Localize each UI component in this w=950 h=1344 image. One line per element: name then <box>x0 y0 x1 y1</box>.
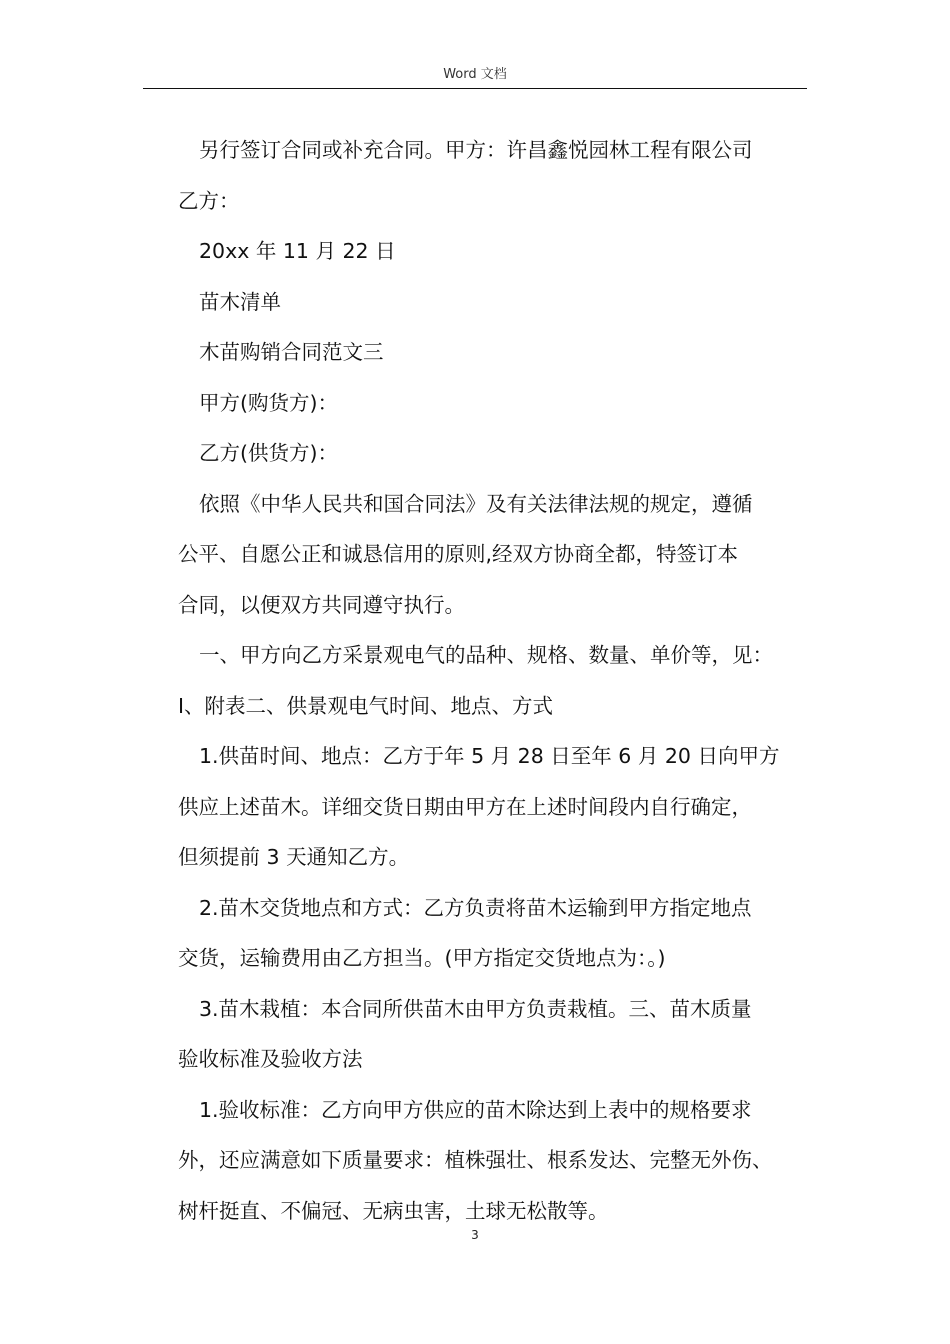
page-number: 3 <box>471 1228 479 1242</box>
text-line: 供应上述苗木。详细交货日期由甲方在上述时间段内自行确定， <box>178 794 752 819</box>
text-line: 验收标准及验收方法 <box>178 1047 363 1071</box>
text-line: 一、甲方向乙方采景观电气的品种、规格、数量、单价等，见： <box>199 643 773 667</box>
text-line: 合同，以便双方共同遵守执行。 <box>178 592 465 617</box>
text-line: 但须提前 3 天通知乙方。 <box>178 845 410 869</box>
text-line: 另行签订合同或补充合同。甲方：许昌鑫悦园林工程有限公司 <box>199 138 753 162</box>
text-line: 外，还应满意如下质量要求：植株强壮、根系发达、完整无外伤、 <box>178 1148 773 1172</box>
text-line: 3.苗木栽植：本合同所供苗木由甲方负责栽植。三、苗木质量 <box>199 996 752 1021</box>
text-line: Ⅰ、附表二、供景观电气时间、地点、方式 <box>178 693 554 718</box>
text-line: 20xx 年 11 月 22 日 <box>199 239 396 263</box>
document-body <box>178 125 818 1236</box>
text-line: 1.供苗时间、地点：乙方于年 5 月 28 日至年 6 月 20 日向甲方 <box>199 744 780 768</box>
text-line: 苗木清单 <box>199 289 281 314</box>
header-title: Word 文档 <box>443 67 507 82</box>
text-line: 依照《中华人民共和国合同法》及有关法律法规的规定，遵循 <box>199 491 753 516</box>
text-line: 树杆挺直、不偏冠、无病虫害，土球无松散等。 <box>178 1198 609 1223</box>
text-line: 木苗购销合同范文三 <box>199 340 384 364</box>
text-line: 交货，运输费用由乙方担当。(甲方指定交货地点为：。) <box>178 946 666 970</box>
text-line: 甲方(购货方)： <box>199 390 338 415</box>
text-line: 乙方： <box>178 188 240 213</box>
text-line: 1.验收标准：乙方向甲方供应的苗木除达到上表中的规格要求 <box>199 1097 752 1122</box>
text-line: 公平、自愿公正和诚恳信用的原则,经双方协商全都，特签订本 <box>178 542 739 566</box>
text-line: 2.苗木交货地点和方式：乙方负责将苗木运输到甲方指定地点 <box>199 895 752 920</box>
header-divider <box>143 88 807 89</box>
text-line: 乙方(供货方)： <box>199 441 338 465</box>
